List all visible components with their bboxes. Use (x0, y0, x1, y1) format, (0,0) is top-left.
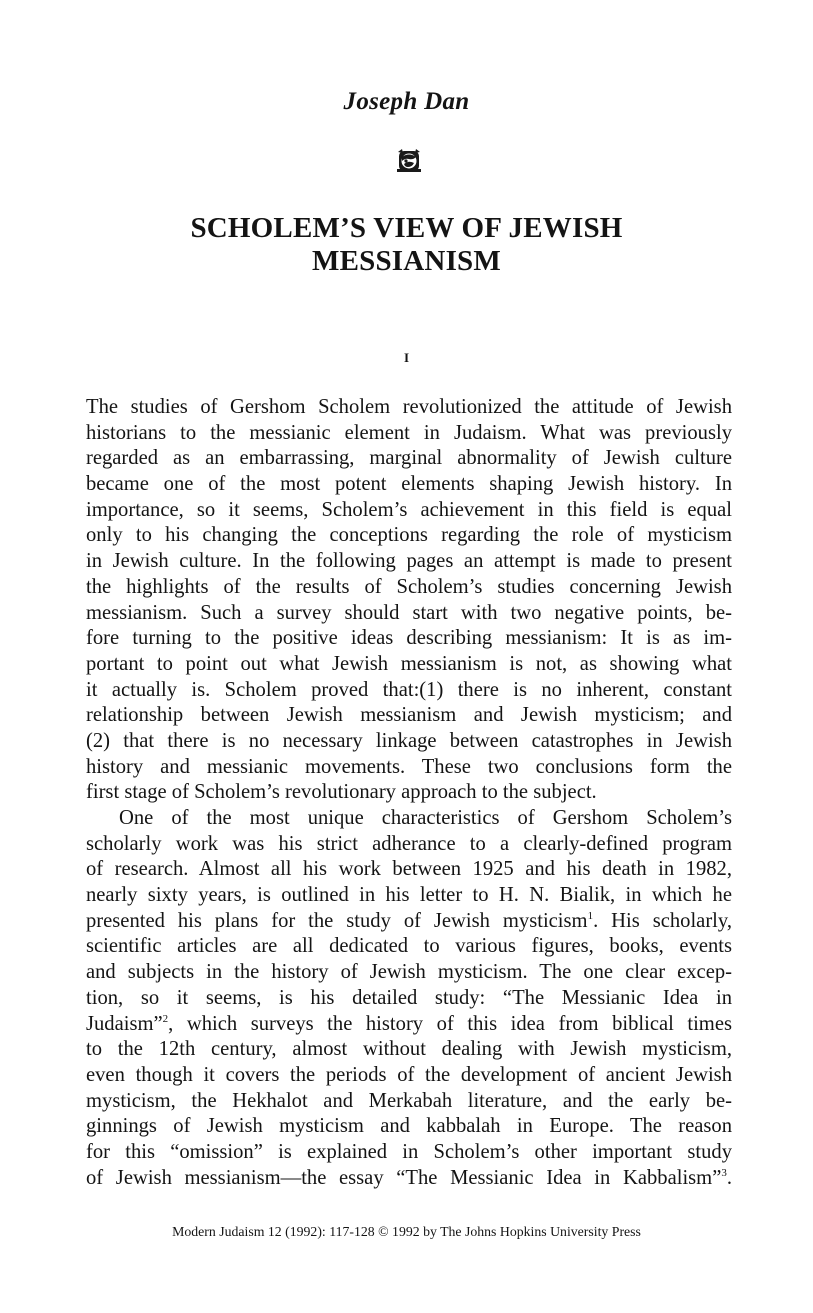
body-line: the highlights of the results of Scholem’s studies concerning Jewish (86, 575, 732, 598)
footnote-marker-2[interactable]: 2 (162, 1012, 169, 1025)
body-line: history and messianic movements. These two conclusions form the (86, 755, 732, 778)
body-line: The studies of Gershom Scholem revolutionized the attitude of Jewish (86, 396, 732, 418)
paragraph-2 (86, 806, 732, 1191)
body-line: to the 12th century, almost without dealing with Jewish mysticism, (86, 1038, 732, 1061)
body-line-with-footnote (86, 909, 732, 935)
body-line: in Jewish culture. In the following pages an attempt is made to present (86, 550, 732, 573)
body-line: first stage of Scholem’s revolutionary approach to the subject. (86, 781, 597, 804)
body-line: importance, so it seems, Scholem’s achievement in this field is equal (86, 498, 732, 521)
body-line: tion, so it seems, is his detailed study: “The Messianic Idea in (86, 986, 732, 1009)
body-line: fore turning to the positive ideas describing messianism: It is as im- (86, 627, 732, 650)
section-number: I (403, 350, 410, 365)
body-line: messianism. Such a survey should start with two negative points, be- (86, 601, 732, 624)
printer-ornament-icon (396, 148, 422, 174)
body-line: ginnings of Jewish mysticism and kabbalah in Europe. The reason (86, 1115, 732, 1138)
body-line: for this “omission” is explained in Scholem’s other important study (86, 1140, 732, 1163)
body-line-with-footnote (86, 1012, 732, 1038)
title-line-1: SCHOLEM’S VIEW OF JEWISH (190, 212, 623, 244)
body-line: became one of the most potent elements shaping Jewish history. In (86, 473, 732, 496)
body-line: it actually is. Scholem proved that:(1) there is no inherent, constant (86, 678, 732, 701)
body-line: scholarly work was his strict adherance to a clearly-defined program (86, 832, 732, 855)
line-text: presented his plans for the study of Jewish mysticism (86, 909, 588, 932)
body-line: historians to the messianic element in Judaism. What was previously (86, 421, 732, 444)
line-text: of Jewish messianism—the essay “The Messianic Idea in Kabbalism” (86, 1166, 722, 1189)
body-line: (2) that there is no necessary linkage between catastrophes in Jewish (86, 729, 732, 752)
article-title (0, 212, 813, 278)
body-line: portant to point out what Jewish messianism is not, as showing what (86, 652, 732, 675)
body-line: relationship between Jewish messianism and Jewish mysticism; and (86, 704, 732, 727)
body-line-with-footnote (86, 1166, 732, 1192)
footnote-marker-3[interactable]: 3 (721, 1166, 727, 1179)
body-line: mysticism, the Hekhalot and Merkabah literature, and the early be- (86, 1089, 732, 1112)
body-line: scientific articles are all dedicated to various figures, books, events (86, 935, 732, 958)
footnote-marker-1[interactable]: 1 (587, 909, 594, 922)
line-text: Judaism” (86, 1012, 163, 1035)
body-line: regarded as an embarrassing, marginal abnormality of Jewish culture (86, 447, 732, 470)
body-line: of research. Almost all his work between 1925 and his death in 1982, (86, 858, 732, 881)
body-line: only to his changing the conceptions regarding the role of mysticism (86, 524, 732, 547)
body-line: nearly sixty years, is outlined in his letter to H. N. Bialik, in which he (86, 884, 732, 907)
line-text-after: . His scholarly, (593, 909, 733, 932)
body-line: One of the most unique characteristics of Gershom Scholem’s (119, 807, 732, 829)
title-line-2: MESSIANISM (312, 245, 501, 277)
paragraph-1 (86, 395, 732, 806)
article-body (86, 395, 732, 1191)
journal-citation: Modern Judaism 12 (1992): 117-128 © 1992 by The Johns Hopkins University Press (172, 1224, 641, 1239)
line-text-after: . (726, 1166, 732, 1189)
author-name: Joseph Dan (343, 88, 470, 115)
line-text-after: , which surveys the history of this idea from biblical times (168, 1012, 732, 1035)
body-line: and subjects in the history of Jewish mysticism. The one clear excep- (86, 961, 732, 984)
body-line: even though it covers the periods of the development of ancient Jewish (86, 1063, 732, 1086)
